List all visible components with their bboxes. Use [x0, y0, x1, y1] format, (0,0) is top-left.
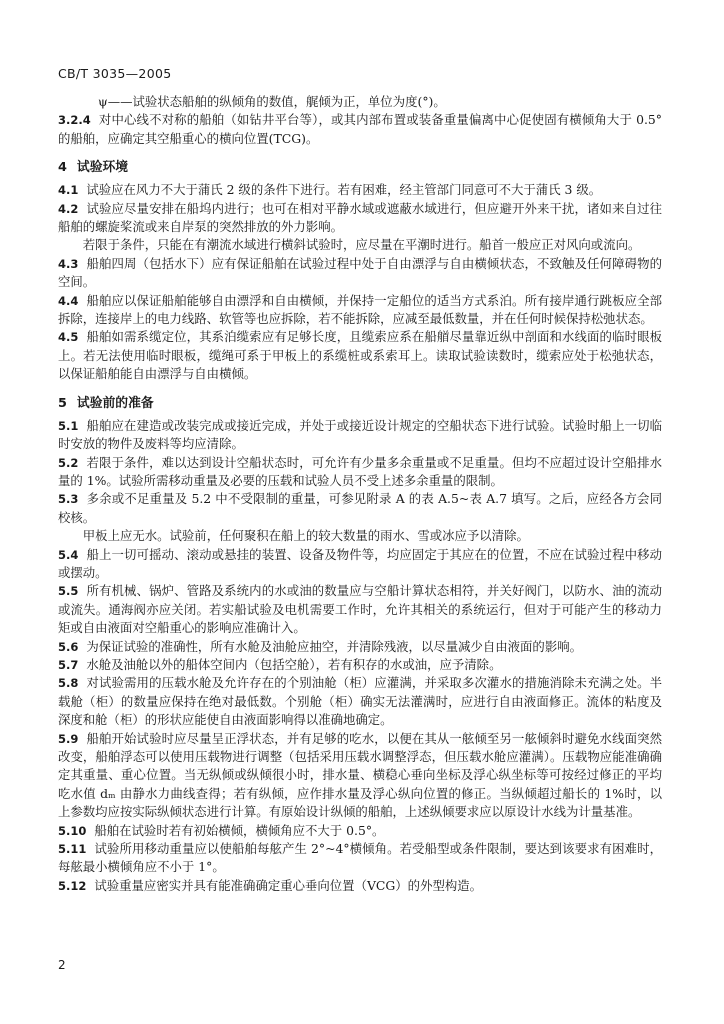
clause: [58, 656, 662, 674]
clause-number: 4.5: [58, 330, 79, 345]
clause: [58, 255, 662, 292]
clause: [58, 546, 662, 583]
clause-number: 5.9: [58, 731, 79, 746]
clause: [58, 638, 662, 656]
clause-number: 5.6: [58, 639, 79, 654]
clause-text: 甲板上应无水。试验前，任何聚积在船上的较大数量的雨水、雪或冰应予以清除。: [82, 528, 529, 544]
clause: [58, 181, 662, 199]
clause-number: 5.11: [58, 842, 87, 857]
clause-text: 多余或不足重量及 5.2 中不受限制的重量，可参见附录 A 的表 A.5~表 A.7 填写。之后，应经各方会同校核。: [58, 491, 662, 525]
clause: [58, 674, 662, 729]
clause-text: 试验重量应密实并具有能准确确定重心垂向位置（VCG）的外型构造。: [94, 877, 483, 893]
clause-number: 5.12: [58, 878, 87, 893]
clause: [58, 822, 662, 840]
clause-number: 4.2: [58, 201, 79, 216]
clause: [58, 840, 662, 877]
clause-text: 船舶应以保证船舶能够自由漂浮和自由横倾，并保持一定船位的适当方式系泊。所有接岸通行跳板应全部拆除，连接岸上的电力线路、软管等也应拆除，若不能拆除，应减至最低数量，并在任何时候保持松弛状态。: [58, 292, 662, 327]
page-number: 2: [58, 958, 66, 972]
clause-text: 船舶应在建造或改装完成或接近完成，并处于或接近设计规定的空船状态下进行试验。试验时船上一切临时安放的物件及废料等均应清除。: [58, 417, 662, 452]
section-4-items: [58, 181, 662, 383]
clause-text: 对中心线不对称的船舶（如钻井平台等），或其内部布置或装备重量偏离中心促使固有横倾角大于 0.5°的船舶，应确定其空船重心的横向位置(TCG)。: [58, 112, 662, 146]
clause-number: 5.10: [58, 823, 87, 838]
clause-text: 若限于条件，只能在有潮流水域进行横斜试验时，应尽量在平潮时进行。船首一般应正对风向或流向。: [82, 237, 641, 253]
section-4-number: 4: [58, 160, 67, 176]
clause: [58, 490, 662, 527]
clause-text: 试验应在风力不大于蒲氏 2 级的条件下进行。若有困难，经主管部门同意可不大于蒲氏 3 级。: [86, 182, 602, 198]
clause: [58, 111, 662, 148]
clause-number: 5.3: [58, 492, 79, 507]
section-5-items: [58, 417, 662, 896]
clause-number: 5.2: [58, 455, 79, 470]
clause-text: 对试验需用的压载水舱及允许存在的个别油舱（柜）应灌满，并采取多次灌水的措施消除未充满之处。半载舱（柜）的数量应保持在绝对最低数。个别舱（柜）确实无法灌满时，应进行自由液面修正。流体的粘度及深度和舱（柜）的形状应能使自由液面影响得以准确地确定。: [58, 675, 662, 728]
psi-definition: ψ——试验状态船舶的纵倾角的数值，艉倾为正，单位为度(°)。: [98, 94, 446, 109]
clause: [58, 582, 662, 637]
clause: [58, 527, 662, 545]
clause: [58, 730, 662, 822]
clause-text: 为保证试验的准确性，所有水舱及油舱应抽空，并清除残液，以尽量减少自由液面的影响。: [86, 638, 582, 654]
clause-text: 船舶在试验时若有初始横倾，横倾角应不大于 0.5°。: [94, 822, 385, 838]
clause: [58, 877, 662, 895]
clause-text: 试验所用移动重量应以使船舶每舷产生 2°~4°横倾角。若受船型或条件限制，要达到该要求有困难时，每舷最小横倾角应不小于 1°。: [58, 841, 662, 875]
section-5-heading: [58, 392, 662, 411]
clause-text: 船舶四周（包括水下）应有保证船舶在试验过程中处于自由漂浮与自由横倾状态，不致触及任何障碍物的空间。: [58, 255, 662, 290]
clause-text: 船舶开始试验时应尽量呈正浮状态，并有足够的吃水，以便在其从一舷倾至另一舷倾斜时避免水线面突然改变，船舶浮态可以使用压载物进行调整（包括采用压载水调整浮态，但压载水舱应灌满）。压载物应能准确确定其重量、重心位置。当无纵倾或纵倾很小时，排水量、横稳心垂向坐标及浮心纵坐标等可按经过修正的平均吃水值 dₘ 由静水力曲线查得；若有纵倾，应作排水量及浮心纵向位置的修正。当纵倾超过船长的 1%时，以上参数均应按实际纵倾状态进行计算。有原始设计纵倾的船舶，上述纵倾要求应以原设计水线为计量基准。: [58, 730, 662, 820]
section-3-items: [58, 111, 662, 148]
clause-number: 5.8: [58, 676, 79, 691]
clause-text: 船舶如需系缆定位，其系泊缆索应有足够长度，且缆索应系在船艏尽量靠近纵中剖面和水线面的临时眼板上。若无法使用临时眼板，缆绳可系于甲板上的系缆桩或系索耳上。读取试验读数时，缆索应处于松弛状态，以保证船舶能自由漂浮与自由横倾。: [58, 329, 662, 382]
clause-text: 若限于条件，难以达到设计空船状态时，可允许有少量多余重量或不足重量。但均不应超过设计空船排水量的 1%。试验所需移动重量及必要的压载和试验人员不受上述多余重量的限制。: [58, 454, 662, 488]
clause-text: 船上一切可摇动、滚动或悬挂的装置、设备及物件等，均应固定于其应在的位置，不应在试验过程中移动或摆动。: [58, 546, 662, 580]
clause-number: 4.1: [58, 183, 79, 198]
clause-number: 5.1: [58, 418, 79, 433]
clause-number: 5.7: [58, 657, 79, 672]
clause-text: 所有机械、锅炉、管路及系统内的水或油的数量应与空船计算状态相符，并关好阀门，以防水、油的流动或流失。通海阀亦应关闭。若实船试验及电机需要工作时，允许其相关的系统运行，但对于可能产生的移动力矩或自由液面对空船重心的影响应准确计入。: [58, 583, 662, 636]
standard-number: CB/T 3035—2005: [58, 66, 172, 81]
section-4-heading: [58, 156, 662, 175]
clause-number: 5.5: [58, 584, 79, 599]
clause-text: 水舱及油舱以外的船体空间内（包括空舱），若有积存的水或油，应予清除。: [86, 656, 502, 672]
clause-number: 4.4: [58, 293, 79, 308]
clause-number: 3.2.4: [58, 113, 91, 128]
clause-number: 5.4: [58, 547, 79, 562]
section-4-title: 试验环境: [76, 160, 129, 176]
section-5-title: 试验前的准备: [76, 395, 154, 411]
clause: [58, 417, 662, 454]
clause: [58, 454, 662, 491]
clause-number: 4.3: [58, 256, 79, 271]
section-5-number: 5: [58, 395, 67, 411]
clause: [58, 200, 662, 237]
clause-text: 试验应尽量安排在船坞内进行；也可在相对平静水域或遮蔽水域进行，但应避开外来干扰，诸如来自过往船舶的螺旋桨流或来自岸泵的突然排放的外力影响。: [58, 200, 662, 235]
clause: [58, 328, 662, 383]
clause: [58, 292, 662, 329]
clause: [58, 236, 662, 254]
